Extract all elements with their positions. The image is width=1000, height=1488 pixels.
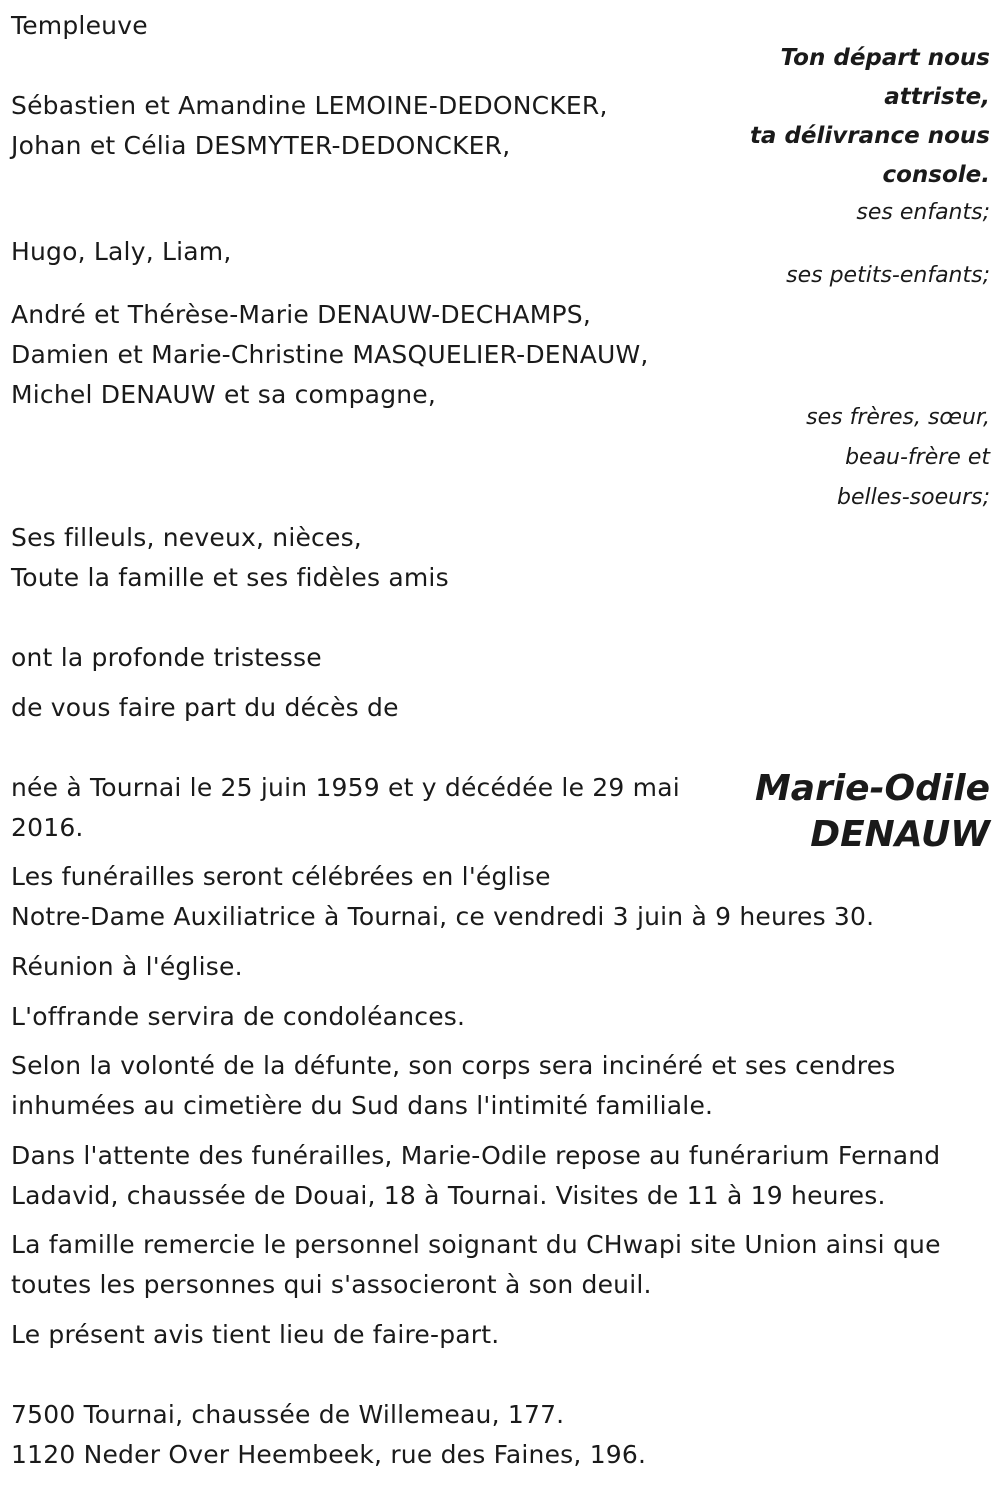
sibling-line: Damien et Marie-Christine MASQUELIER-DENAUW,: [11, 340, 649, 369]
birth-death-line: née à Tournai le 25 juin 1959 et y décédée le 29 mai: [11, 773, 680, 802]
funeral-detail-line: Dans l'attente des funérailles, Marie-Odile repose au funérarium Fernand: [11, 1141, 941, 1170]
extended-family-line: Ses filleuls, neveux, nièces,: [11, 523, 362, 552]
funeral-detail-line: Ladavid, chaussée de Douai, 18 à Tournai. Visites de 11 à 19 heures.: [11, 1181, 886, 1210]
quote-line: ta délivrance nous: [749, 123, 990, 149]
grandchildren-line: Hugo, Laly, Liam,: [11, 237, 232, 266]
siblings-label: [806, 398, 990, 518]
siblings-label-line: beau-frère et: [845, 445, 990, 470]
extended-family-line: Toute la famille et ses fidèles amis: [11, 563, 449, 592]
siblings-label-line: belles-soeurs;: [837, 485, 990, 510]
quote-line: console.: [882, 162, 990, 188]
funeral-detail-line: Selon la volonté de la défunte, son corps sera inciné​ré et ses cendres: [11, 1051, 896, 1080]
funeral-detail-line: Le présent avis tient lieu de faire-part.: [11, 1320, 500, 1349]
child-family-line: Johan et Célia DESMYTER-DEDONCKER,: [11, 131, 511, 160]
epitaph-quote: [750, 39, 990, 195]
announcement-line: de vous faire part du décès de: [11, 693, 399, 722]
children-label: ses enfants;: [856, 200, 990, 225]
sibling-line: André et Thérèse-Marie DENAUW-DECHAMPS,: [11, 300, 592, 329]
funeral-detail-line: toutes les personnes qui s'associeront à son deuil.: [11, 1270, 652, 1299]
family-address: 1120 Neder Over Heembeek, rue des Faines, 196.: [11, 1440, 647, 1469]
funeral-detail-line: Notre-Dame Auxiliatrice à Tournai, ce vendredi 3 juin à 9 heures 30.: [11, 902, 875, 931]
family-address: 7500 Tournai, chaussée de Willemeau, 177.: [11, 1400, 565, 1429]
funeral-detail-line: L'offrande servira de condoléances.: [11, 1002, 466, 1031]
deceased-name: [755, 766, 990, 858]
birth-death-line: 2016.: [11, 813, 84, 842]
quote-line: Ton départ nous: [780, 45, 990, 71]
siblings-label-line: ses frères, sœur,: [806, 405, 990, 430]
funeral-detail-line: Les funérailles seront célébrées en l'église: [11, 862, 551, 891]
announcement-line: ont la profonde tristesse: [11, 643, 322, 672]
child-family-line: Sébastien et Amandine LEMOINE-DEDONCKER,: [11, 91, 608, 120]
grandchildren-label: ses petits-enfants;: [786, 263, 990, 288]
location-heading: Templeuve: [11, 11, 148, 40]
deceased-last-name: DENAUW: [810, 814, 990, 855]
funeral-detail-line: La famille remercie le personnel soignant du CHwapi site Union ainsi que: [11, 1230, 941, 1259]
funeral-detail-line: inhumées au cimetière du Sud dans l'intimité familiale.: [11, 1091, 714, 1120]
sibling-line: Michel DENAUW et sa compagne,: [11, 380, 437, 409]
deceased-first-name: Marie-Odile: [754, 768, 990, 809]
funeral-detail-line: Réunion à l'église.: [11, 952, 243, 981]
quote-line: attriste,: [884, 84, 990, 110]
